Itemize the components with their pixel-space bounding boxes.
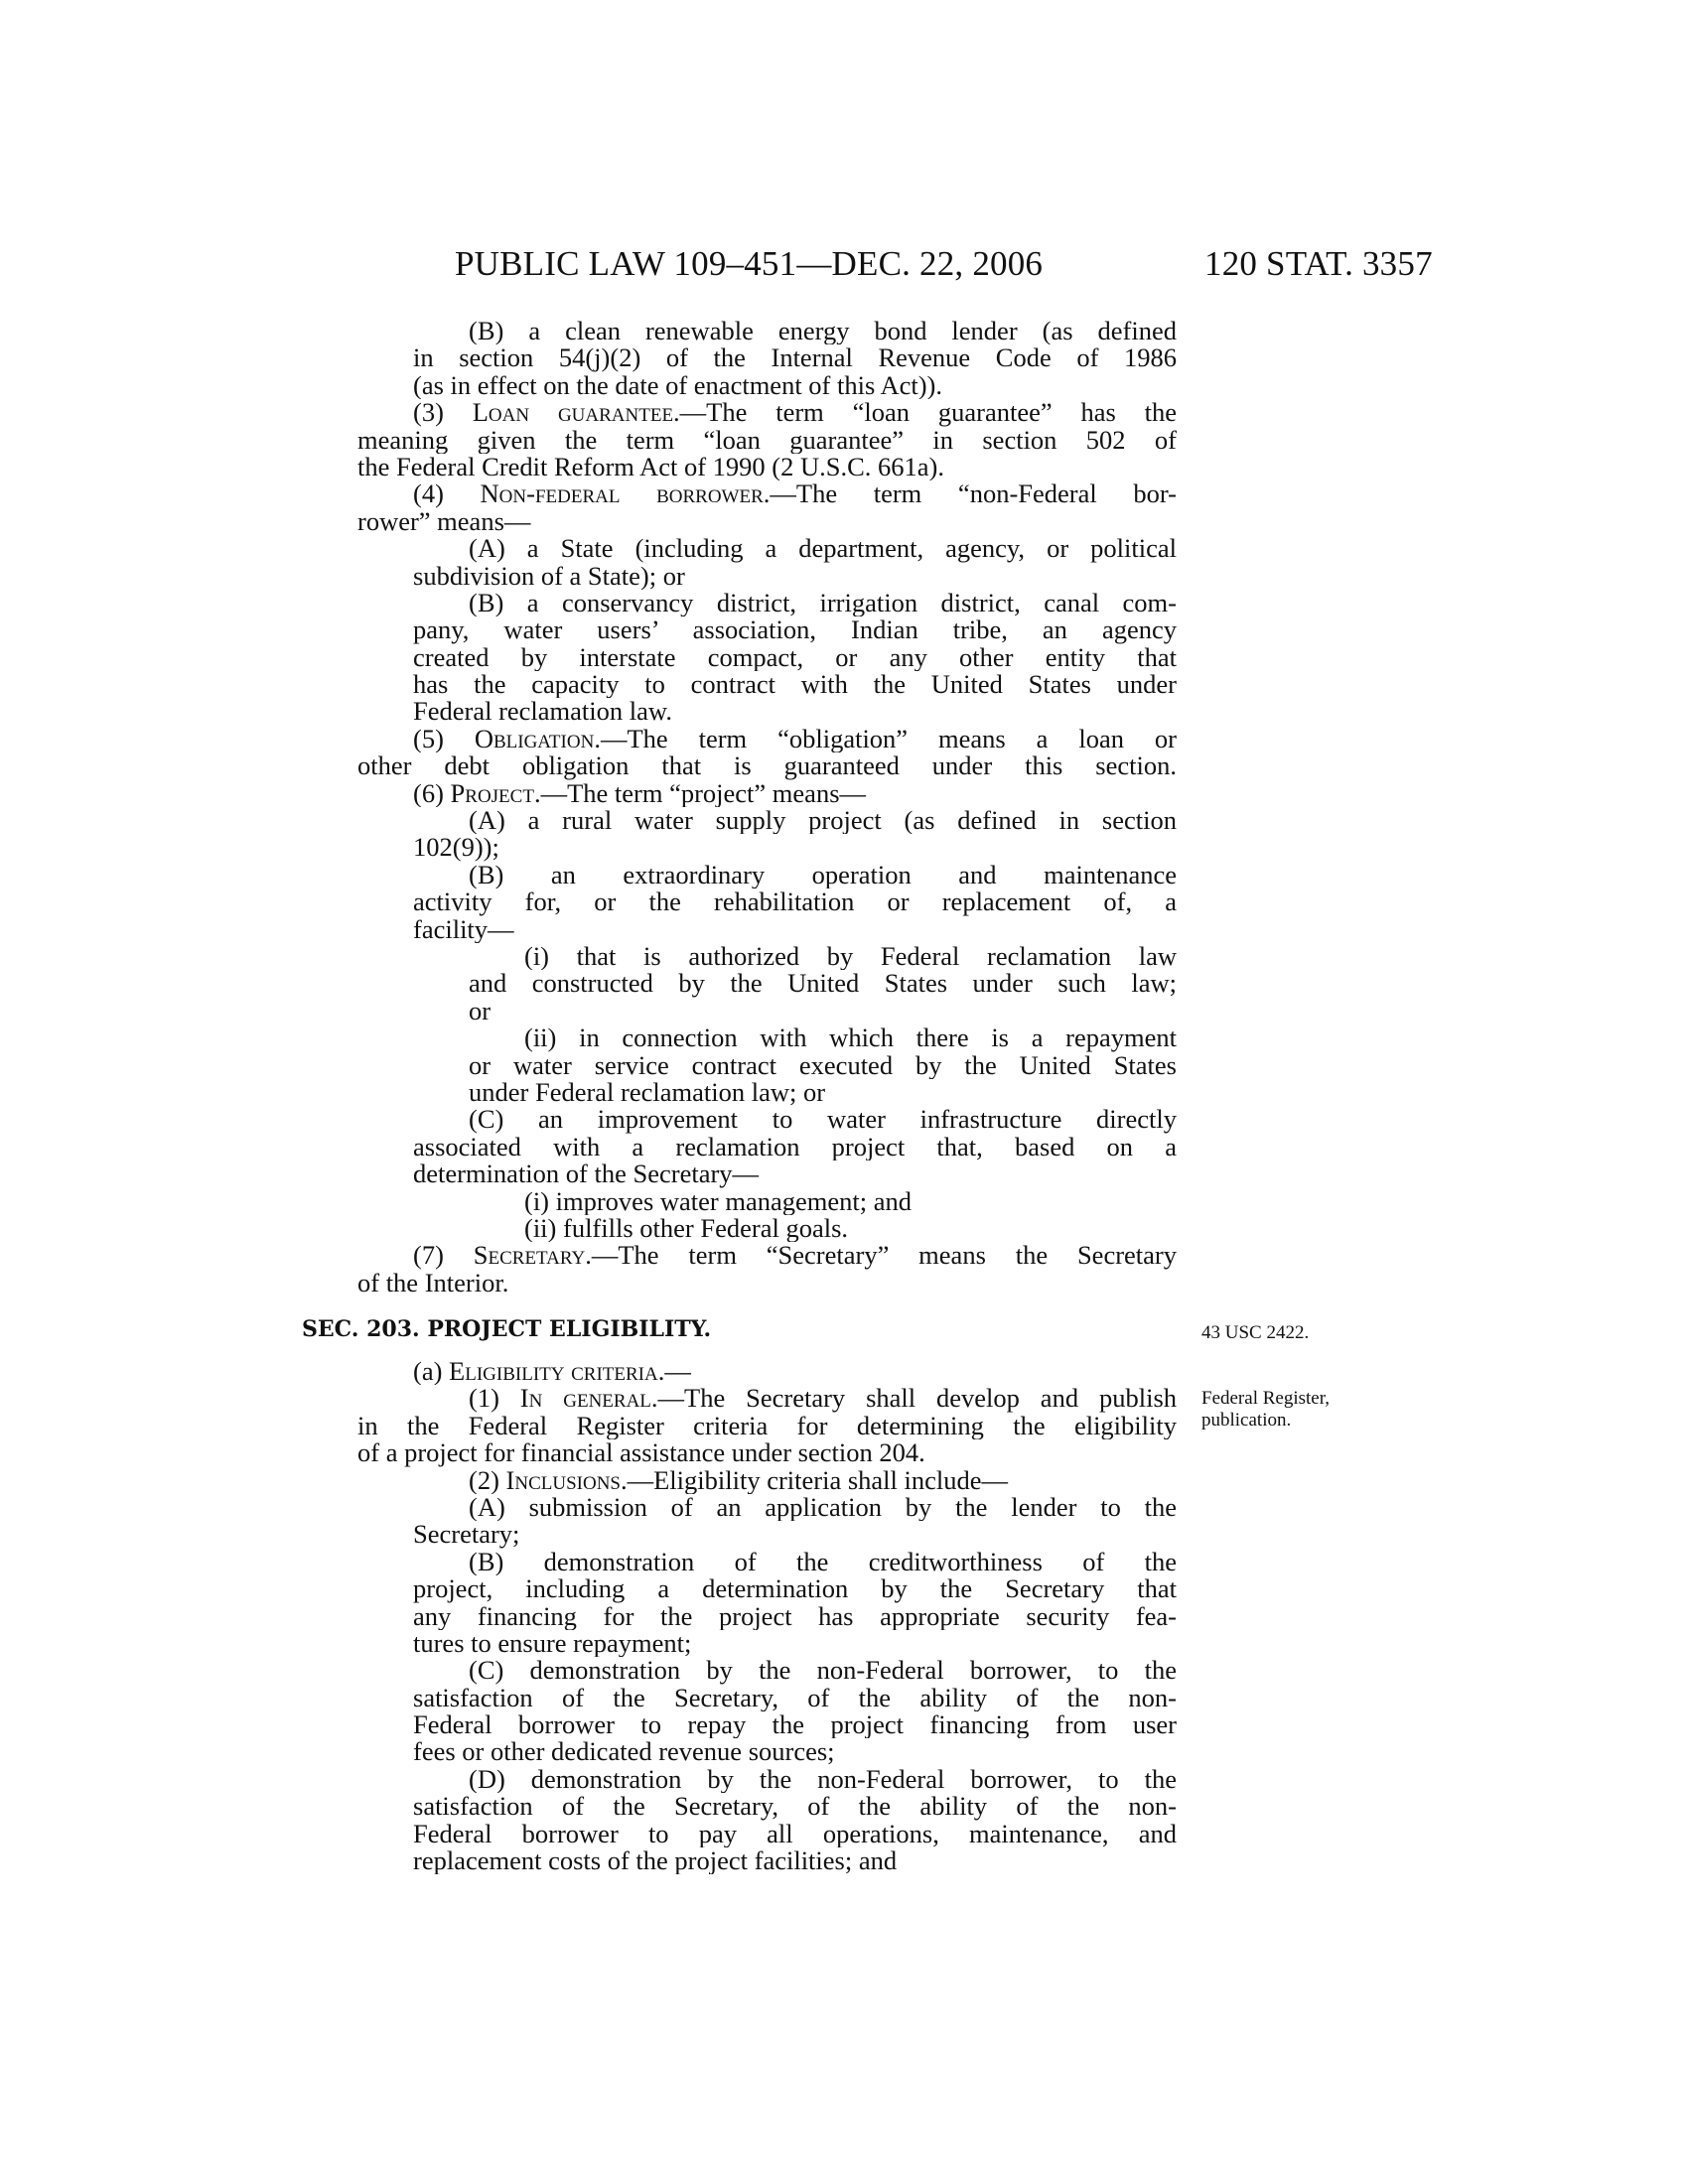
margin-note (1201, 1388, 1330, 1432)
text-line: (B) a conservancy district, irrigation district, canal com- (469, 589, 1177, 617)
text-line: 102(9)); (413, 834, 499, 862)
text-line: (A) submission of an application by the lender to the (469, 1493, 1177, 1522)
text-line: in section 54(j)(2) of the Internal Revenue Code of 1986 (413, 344, 1177, 372)
definition-non-federal-borrower (357, 480, 1177, 507)
text-line: in the Federal Register criteria for determining the eligibility (357, 1412, 1177, 1440)
paragraph-inclusions (357, 1467, 1177, 1494)
text-line: Federal reclamation law. (413, 698, 672, 726)
text-line: has the capacity to contract with the United States under (413, 671, 1177, 699)
text-line: Federal borrower to repay the project financing from user (413, 1711, 1177, 1739)
text-line: or water service contract executed by the United States (469, 1051, 1177, 1079)
text-line: fees or other dedicated revenue sources; (413, 1738, 835, 1766)
text-line: satisfaction of the Secretary, of the ability of the non- (413, 1684, 1177, 1712)
definition-loan-guarantee (357, 399, 1177, 426)
running-header: PUBLIC LAW 109–451—DEC. 22, 2006 (455, 244, 1044, 283)
text-line: pany, water users’ association, Indian tribe, an agency (413, 616, 1177, 644)
definition-secretary (357, 1242, 1177, 1269)
text-line: (i) improves water management; and (524, 1187, 912, 1215)
text-line: project, including a determination by the Secretary that (413, 1575, 1177, 1603)
text-line: subdivision of a State); or (413, 562, 685, 590)
text-line: any financing for the project has appropriate security fea- (413, 1602, 1177, 1630)
text-line: other debt obligation that is guaranteed under this section. (357, 752, 1177, 780)
text-line: (A) a rural water supply project (as defined in section (469, 807, 1177, 835)
text-line: rower” means— (357, 507, 531, 536)
text-line: of a project for financial assistance under section 204. (357, 1439, 925, 1467)
text-line: facility— (413, 915, 514, 943)
paragraph-in-general (357, 1385, 1177, 1412)
definition-obligation (357, 726, 1177, 752)
text-line: (B) a clean renewable energy bond lender (as defined (469, 318, 1177, 345)
text-line: (as in effect on the date of enactment of this Act)). (413, 371, 942, 400)
defined-term: Inclusions (505, 1466, 621, 1494)
text-line: (B) an extraordinary operation and maintenance (469, 861, 1177, 889)
paragraph-number: (6) (413, 779, 451, 808)
defined-term: Secretary (473, 1242, 586, 1270)
usc-citation: 43 USC 2422. (1201, 1322, 1310, 1343)
subsection-a (357, 1358, 1177, 1385)
section-heading: SEC. 203. PROJECT ELIGIBILITY. (302, 1316, 712, 1342)
text-line: under Federal reclamation law; or (469, 1078, 826, 1107)
text-line: (i) that is authorized by Federal reclamation law (524, 942, 1177, 971)
text-line: activity for, or the rehabilitation or replacement of, a (413, 888, 1177, 916)
text-line: (D) demonstration by the non-Federal borrower, to the (469, 1765, 1177, 1794)
text-line: (A) a State (including a department, agency, or political (469, 535, 1177, 563)
text-span: .—Eligibility criteria shall include— (620, 1466, 1009, 1494)
paragraph-number: (1) (469, 1385, 520, 1413)
defined-term: In general (519, 1385, 651, 1413)
text-line: satisfaction of the Secretary, of the ability of the non- (413, 1793, 1177, 1821)
text-line: determination of the Secretary— (413, 1160, 760, 1188)
text-line: associated with a reclamation project that, based on a (413, 1133, 1177, 1161)
defined-term: Non-federal borrower (480, 480, 764, 508)
text-line: (ii) fulfills other Federal goals. (524, 1214, 849, 1243)
text-line: replacement costs of the project facilities; and (413, 1847, 898, 1875)
text-span: .—The term “Secretary” means the Secretary (585, 1242, 1177, 1270)
text-span: .—The term “loan guarantee” has the (673, 399, 1177, 427)
margin-note-line: publication. (1201, 1410, 1292, 1431)
text-span: .—The Secretary shall develop and publish (650, 1385, 1177, 1413)
text-line: (B) demonstration of the creditworthiness of the (469, 1548, 1177, 1576)
defined-term: Loan guarantee (472, 399, 674, 427)
text-line: Secretary; (413, 1521, 520, 1549)
paragraph-number: (5) (413, 725, 475, 753)
defined-term: Project (450, 779, 534, 808)
margin-note-line: Federal Register, (1201, 1388, 1331, 1409)
text-line: Federal borrower to pay all operations, maintenance, and (413, 1820, 1177, 1848)
eligibility-body (357, 1358, 1177, 1874)
text-line: created by interstate compact, or any other entity that (413, 643, 1177, 672)
text-span: .—The term “project” means— (533, 779, 867, 808)
paragraph-number: (4) (413, 480, 481, 508)
text-line: meaning given the term “loan guarantee” in section 502 of (357, 426, 1177, 454)
text-line: or (469, 997, 492, 1025)
paragraph-number: (3) (413, 399, 473, 427)
text-span: .—The term “obligation” means a loan or (594, 725, 1177, 753)
defined-term: Obligation (474, 725, 595, 753)
paragraph-number: (a) (413, 1358, 450, 1386)
text-line: of the Interior. (357, 1269, 509, 1297)
text-line: the Federal Credit Reform Act of 1990 (2 U.S.C. 661a). (357, 453, 944, 481)
definition-project (357, 780, 1177, 807)
paragraph-number: (2) (469, 1466, 506, 1494)
paragraph-number: (7) (413, 1242, 474, 1270)
text-line: (C) demonstration by the non-Federal borrower, to the (469, 1657, 1177, 1685)
text-line: (ii) in connection with which there is a repayment (524, 1024, 1177, 1052)
text-line: tures to ensure repayment; (413, 1629, 692, 1658)
text-line: (C) an improvement to water infrastructure directly (469, 1106, 1177, 1134)
definitions-body (357, 318, 1177, 1297)
page-number: 120 STAT. 3357 (1204, 244, 1433, 283)
text-line: and constructed by the United States under such law; (469, 970, 1177, 998)
text-span: .— (657, 1358, 691, 1386)
text-span: .—The term “non-Federal bor- (763, 480, 1177, 508)
defined-term: Eligibility criteria (449, 1358, 658, 1386)
